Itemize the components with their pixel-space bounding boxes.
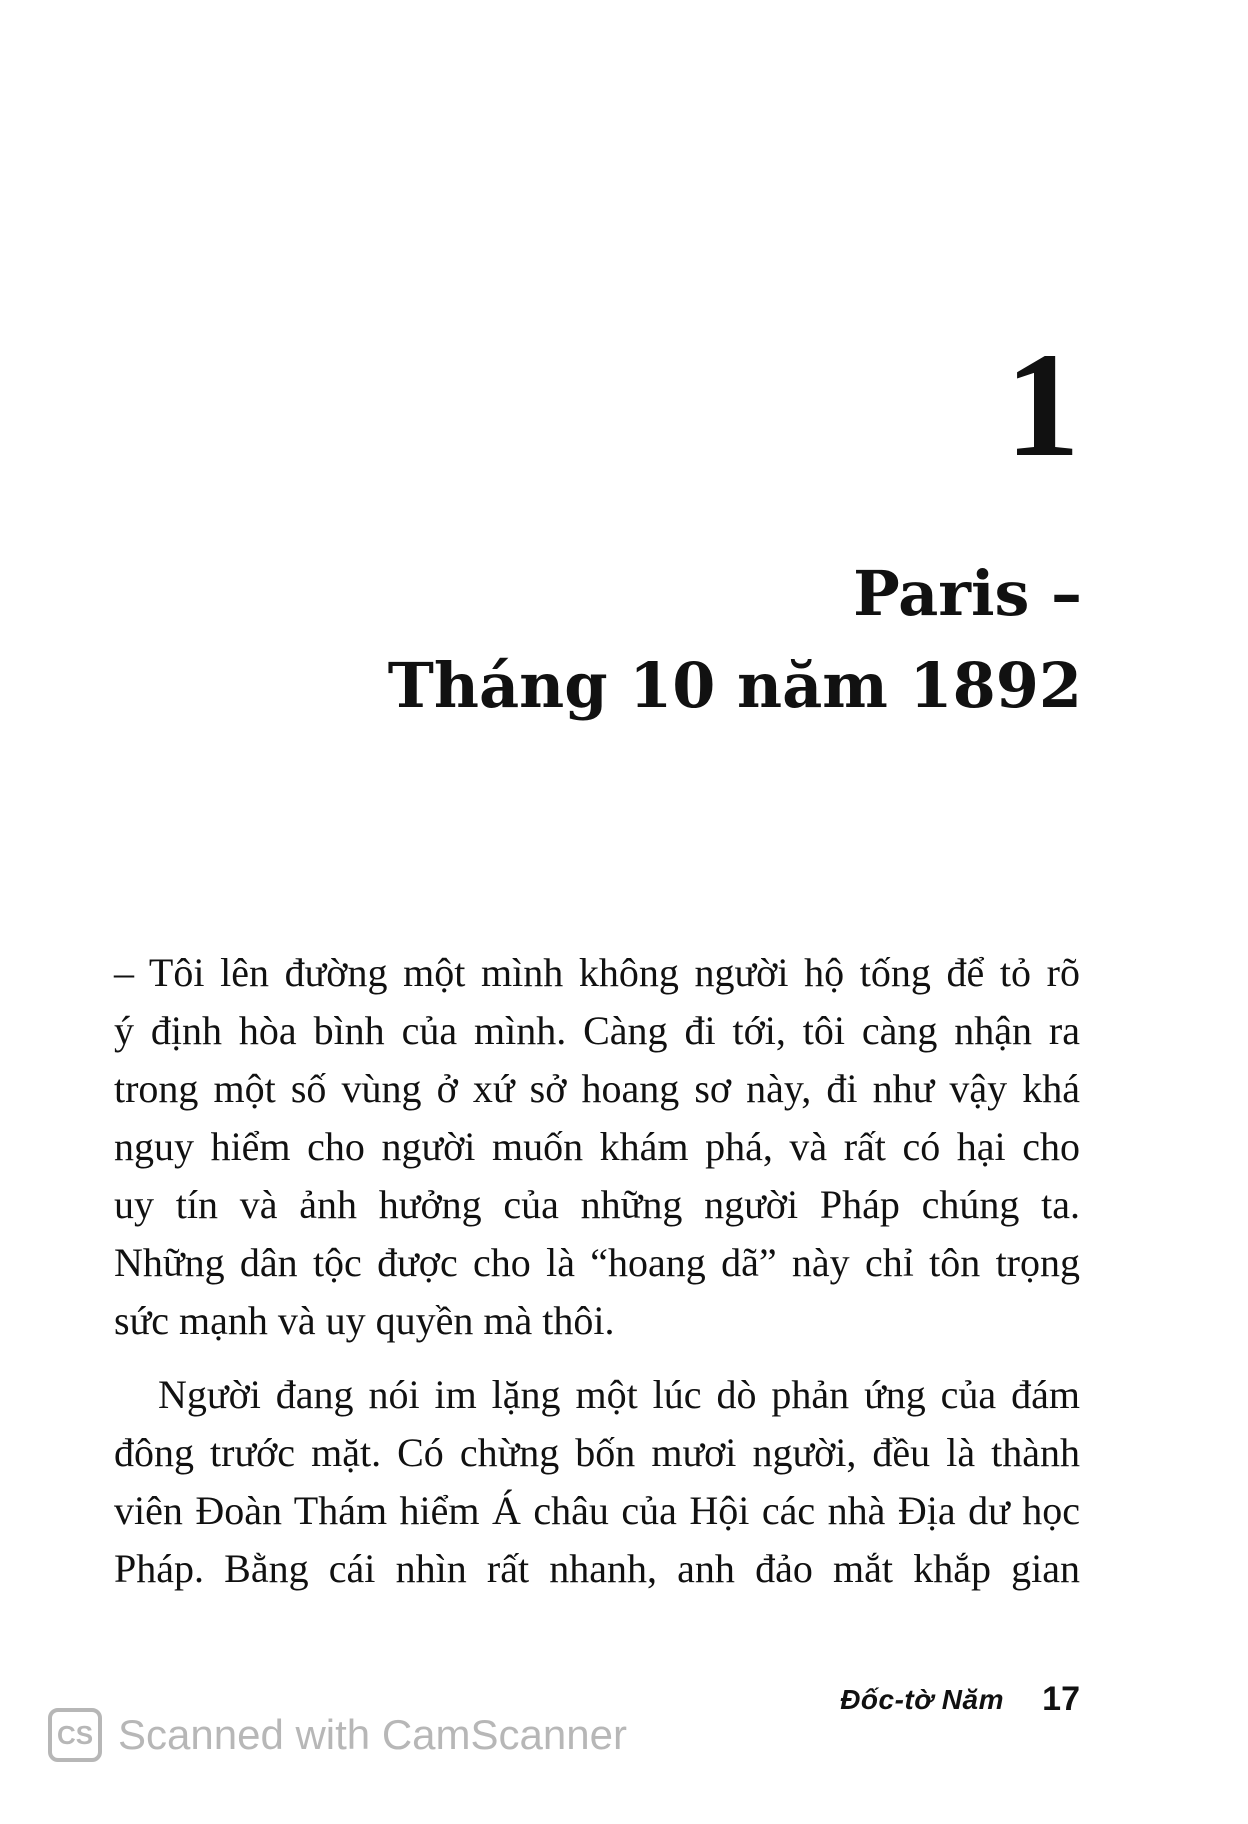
text-line: Những dân tộc được cho là “hoang dã” này chỉ tôn trọng bbox=[114, 1240, 1080, 1285]
chapter-title-line-2: Tháng 10 năm 1892 bbox=[387, 649, 1082, 722]
text-line: viên Đoàn Thám hiểm Á châu của Hội các nhà Địa dư học bbox=[114, 1488, 1080, 1533]
chapter-title-line-1: Paris – bbox=[853, 557, 1082, 630]
body-text bbox=[114, 944, 1080, 1598]
footer-page-number: 17 bbox=[1042, 1680, 1080, 1718]
text-line: Người đang nói im lặng một lúc dò phản ứng của đám bbox=[158, 1372, 1080, 1417]
camscanner-watermark bbox=[48, 1708, 627, 1762]
chapter-title bbox=[388, 548, 1082, 732]
text-line: đông trước mặt. Có chừng bốn mươi người, đều là thành bbox=[114, 1430, 1080, 1475]
footer-book-title: Đốc-tờ Năm bbox=[840, 1684, 1004, 1715]
text-line: trong một số vùng ở xứ sở hoang sơ này, đi như vậy khá bbox=[114, 1066, 1080, 1111]
text-line: ý định hòa bình của mình. Càng đi tới, tôi càng nhận ra bbox=[114, 1008, 1080, 1053]
watermark-text: Scanned with CamScanner bbox=[118, 1711, 627, 1758]
text-line: Pháp. Bằng cái nhìn rất nhanh, anh đảo mắt khắp gian bbox=[114, 1546, 1080, 1591]
text-line: uy tín và ảnh hưởng của những người Pháp chúng ta. bbox=[114, 1182, 1080, 1227]
paragraph-1 bbox=[114, 944, 1080, 1350]
text-line: sức mạnh và uy quyền mà thôi. bbox=[114, 1298, 615, 1343]
camscanner-logo-icon: CS bbox=[48, 1708, 102, 1762]
chapter-number: 1 bbox=[1005, 322, 1080, 488]
paragraph-2 bbox=[114, 1366, 1080, 1598]
text-line: nguy hiểm cho người muốn khám phá, và rất có hại cho bbox=[114, 1124, 1080, 1169]
text-line: – Tôi lên đường một mình không người hộ tống để tỏ rõ bbox=[114, 950, 1080, 995]
